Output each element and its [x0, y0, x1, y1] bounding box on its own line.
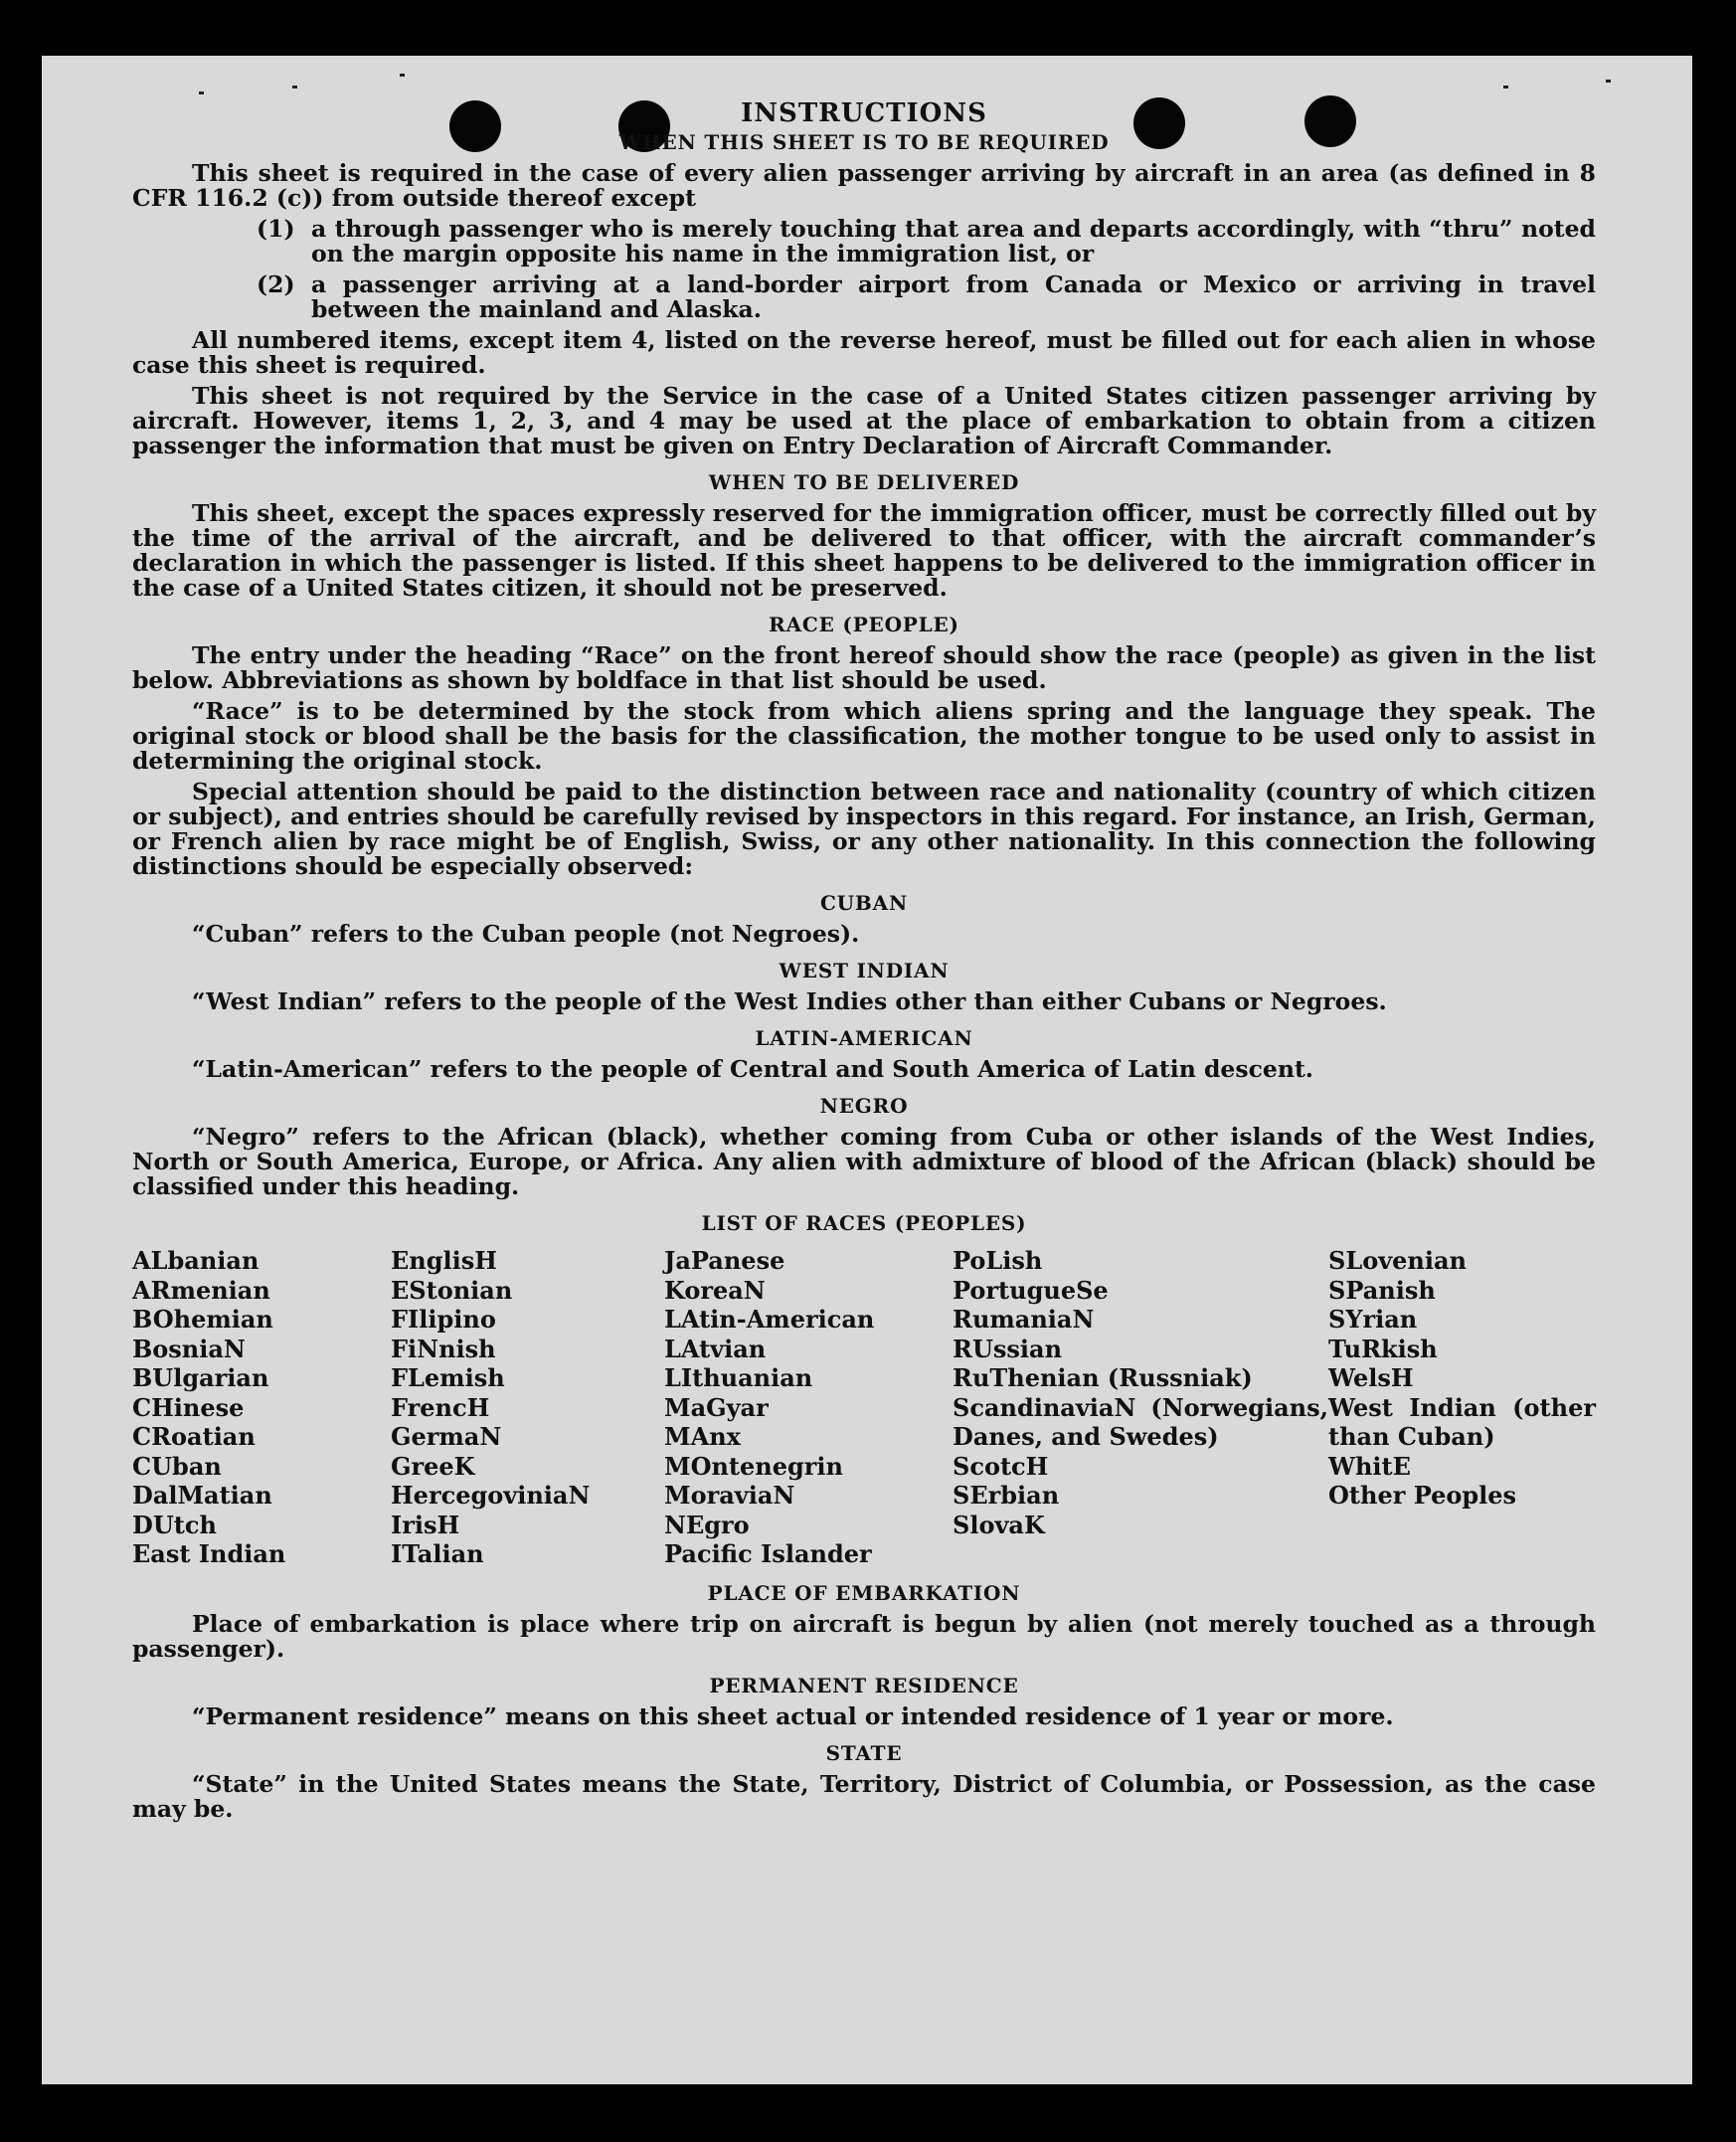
race-entry: ScotcH [953, 1451, 1049, 1481]
paragraph: “Permanent residence” means on this sheet actual or intended residence of 1 year or more. [192, 1701, 1394, 1730]
race-entry: SYrian [1328, 1305, 1418, 1334]
exception-item-2 [132, 272, 1596, 322]
race-entry: CUban [132, 1451, 222, 1481]
race-entry: East Indian [132, 1539, 286, 1568]
race-entry: JaPanese [664, 1246, 785, 1275]
race-entry: BosniaN [132, 1334, 246, 1363]
instructions-content [132, 98, 1596, 1828]
race-entry: MOntenegrin [664, 1451, 843, 1481]
item-number: (2) [257, 270, 295, 298]
race-column [391, 1246, 664, 1569]
paragraph: “West Indian” refers to the people of the West Indies other than either Cubans or Negroes. [192, 987, 1387, 1015]
race-entry: ScandinaviaN (Norwegians, Danes, and Swedes) [953, 1392, 1328, 1451]
race-entry: EStonian [391, 1275, 513, 1305]
heading-when-required: WHEN THIS SHEET IS TO BE REQUIRED [618, 130, 1110, 154]
heading-negro: NEGRO [819, 1094, 909, 1118]
race-entry: BUlgarian [132, 1363, 269, 1392]
race-entry: FiNnish [391, 1334, 496, 1363]
race-entry: MAnx [664, 1422, 741, 1451]
race-entry: MaGyar [664, 1392, 769, 1422]
race-column [132, 1246, 391, 1569]
race-entry: FLemish [391, 1363, 505, 1392]
heading-cuban: CUBAN [819, 891, 909, 915]
race-entry: IrisH [391, 1510, 460, 1539]
speck [199, 91, 204, 94]
item-text: a through passenger who is merely touching that area and departs accordingly, with “thru” noted on the margin opposite his name in the immigration list, or [311, 215, 1596, 268]
race-entry: MoraviaN [664, 1481, 795, 1510]
race-column [1328, 1246, 1596, 1569]
heading-latin-american: LATIN-AMERICAN [755, 1026, 973, 1050]
race-entry: LAtvian [664, 1334, 767, 1363]
paragraph: “State” in the United States means the State, Territory, District of Columbia, or Possession, as the case may be. [132, 1769, 1596, 1823]
race-entry: NEgro [664, 1510, 750, 1539]
race-entry: TuRkish [1328, 1334, 1438, 1363]
race-entry: WhitE [1328, 1451, 1411, 1481]
race-entry: EnglisH [391, 1246, 497, 1275]
race-entry: SPanish [1328, 1275, 1436, 1305]
race-entry: HercegoviniaN [391, 1481, 591, 1510]
heading-when-delivered: WHEN TO BE DELIVERED [708, 470, 1020, 494]
race-entry: FrencH [391, 1392, 490, 1422]
paragraph: Place of embarkation is place where trip on aircraft is begun by alien (not merely touched as a through passenger). [132, 1609, 1596, 1663]
paragraph: “Cuban” refers to the Cuban people (not Negroes). [192, 920, 860, 948]
race-column [664, 1246, 953, 1569]
paragraph: This sheet, except the spaces expressly reserved for the immigration officer, must be correctly filled out by the time of the arrival of the aircraft, and be delivered to that officer, with the aircraft commander’s declaration in which the passenger is listed. If this sheet happens to be delivered to the immigration officer in the case of a United States citizen, it should not be preserved. [132, 499, 1596, 602]
race-list [132, 1246, 1596, 1569]
speck [400, 74, 405, 77]
race-entry: GermaN [391, 1422, 502, 1451]
race-entry: RuThenian (Russniak) [953, 1363, 1253, 1392]
speck [1606, 80, 1611, 83]
page-title: INSTRUCTIONS [741, 98, 987, 128]
race-entry: LIthuanian [664, 1363, 813, 1392]
race-entry: RUssian [953, 1334, 1063, 1363]
race-entry: BOhemian [132, 1305, 273, 1334]
paragraph: All numbered items, except item 4, listed on the reverse hereof, must be filled out for each alien in whose case this sheet is required. [132, 326, 1596, 379]
race-entry: DalMatian [132, 1481, 272, 1510]
race-entry: SLovenian [1328, 1246, 1467, 1275]
paragraph: This sheet is required in the case of every alien passenger arriving by aircraft in an area (as defined in 8 CFR 116.2 (c)) from outside thereof except [132, 159, 1596, 212]
heading-embarkation: PLACE OF EMBARKATION [707, 1580, 1021, 1605]
race-entry: West Indian (other than Cuban) [1328, 1392, 1596, 1451]
race-entry: ITalian [391, 1539, 484, 1568]
race-entry: RumaniaN [953, 1305, 1095, 1334]
paragraph: Special attention should be paid to the distinction between race and nationality (country of which citizen or subject), and entries should be carefully revised by inspectors in this regard. For instance, an Irish, German, or French alien by race might be of English, Swiss, or any other nationality. In this connection the following distinctions should be especially observed: [132, 778, 1596, 880]
paragraph: “Latin-American” refers to the people of Central and South America of Latin descent. [192, 1055, 1313, 1083]
race-entry: PortugueSe [953, 1275, 1109, 1305]
heading-state: STATE [825, 1740, 903, 1765]
race-entry: FIlipino [391, 1305, 496, 1334]
speck [1503, 86, 1508, 89]
exception-item-1 [132, 217, 1596, 267]
heading-list-of-races: LIST OF RACES (PEOPLES) [701, 1211, 1027, 1235]
race-entry: CHinese [132, 1392, 245, 1422]
paragraph: “Negro” refers to the African (black), whether coming from Cuba or other islands of the West Indies, North or South America, Europe, or Africa. Any alien with admixture of blood of the African (black) should be classified under this heading. [132, 1123, 1596, 1200]
race-entry: WelsH [1328, 1363, 1414, 1392]
race-entry: SlovaK [953, 1510, 1045, 1539]
race-entry: ALbanian [132, 1246, 260, 1275]
heading-west-indian: WEST INDIAN [779, 959, 950, 982]
race-entry: PoLish [953, 1246, 1043, 1275]
heading-permanent-residence: PERMANENT RESIDENCE [709, 1673, 1019, 1697]
race-entry: KoreaN [664, 1275, 766, 1305]
race-column [953, 1246, 1328, 1569]
speck [292, 86, 297, 89]
paragraph: This sheet is not required by the Service in the case of a United States citizen passenger arriving by aircraft. However, items 1, 2, 3, and 4 may be used at the place of embarkation to obtain from a citizen passenger the information that must be given on Entry Declaration of Aircraft Commander. [132, 382, 1596, 459]
item-text: a passenger arriving at a land-border airport from Canada or Mexico or arriving in travel between the mainland and Alaska. [311, 270, 1596, 323]
race-entry: DUtch [132, 1510, 217, 1539]
race-entry: GreeK [391, 1451, 475, 1481]
paragraph: “Race” is to be determined by the stock from which aliens spring and the language they speak. The original stock or blood shall be the basis for the classification, the mother tongue to be used only to assist in determining the original stock. [132, 697, 1596, 775]
paragraph: The entry under the heading “Race” on the front hereof should show the race (people) as given in the list below. Abbreviations as shown by boldface in that list should be used. [132, 641, 1596, 694]
race-entry: CRoatian [132, 1422, 256, 1451]
heading-race: RACE (PEOPLE) [769, 613, 959, 636]
race-entry: SErbian [953, 1481, 1060, 1510]
item-number: (1) [257, 215, 295, 243]
race-entry: LAtin-American [664, 1305, 875, 1334]
race-entry: Other Peoples [1328, 1481, 1517, 1510]
race-entry: Pacific Islander [664, 1539, 872, 1568]
race-entry: ARmenian [132, 1275, 270, 1305]
